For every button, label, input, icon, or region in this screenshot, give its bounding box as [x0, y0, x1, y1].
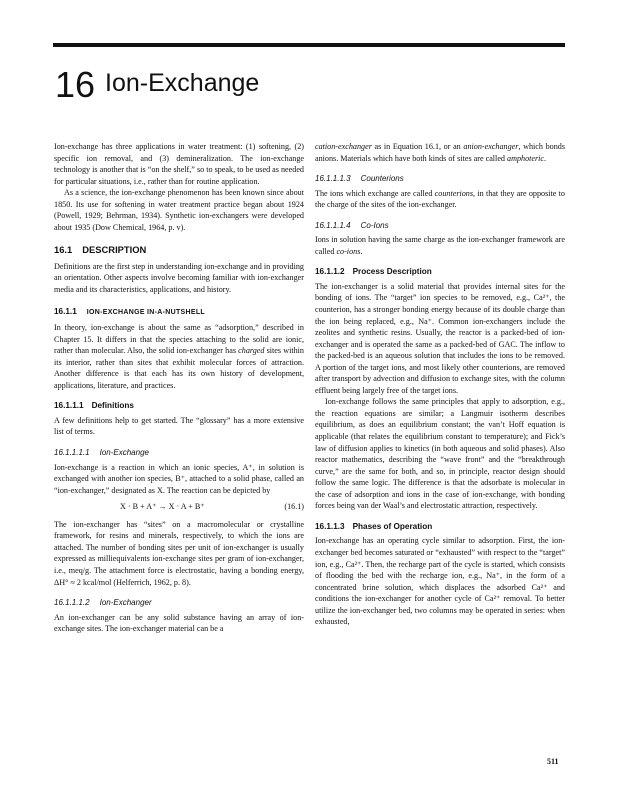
section-heading-16-1-1-3: 16.1.1.3 Phases of Operation: [315, 521, 433, 531]
paragraph: Ion-exchange has an operating cycle similar to adsorption. First, the ion-exchanger bed becomes saturated or “exhausted” with respect to the “target” ion, e.g., Ca²⁺. Then, the recharge part of the cycle is started, which consists of flooding the bed with the recharge ion, e.g., Na⁺, in the form of a concentrated brine solution, which displaces the adsorbed Ca²⁺ and conditions the ion-exchanger for another cycle of Ca²⁺ removal. To better utilize the ion-exchanger bed, two columns may be operated in series: when exhausted,: [315, 536, 565, 627]
paragraph: Ion-exchange is a reaction in which an ionic species, A⁺, in solution is exchanged with another ion species, B⁺, attached to a solid phase, called an “ion-exchanger,” designated as X. The reaction can be depicted by: [54, 462, 304, 495]
section-heading-16-1-1-2: 16.1.1.2 Process Description: [315, 267, 432, 277]
equation-number: (16.1): [284, 502, 304, 512]
page-number: 511: [547, 757, 559, 766]
equation-expression: X · B + A⁺ → X · A + B⁺: [120, 502, 205, 512]
section-heading-16-1-1-1-4: 16.1.1.1.4 Co-Ions: [315, 220, 389, 230]
section-heading-16-1-1-1-1: 16.1.1.1.1 Ion-Exchange: [54, 448, 149, 458]
paragraph: Ions in solution having the same charge as the ion-exchanger framework are called co-ions.: [315, 235, 565, 256]
section-heading-16-1-1-1-3: 16.1.1.1.3 Counterions: [315, 174, 404, 184]
paragraph: An ion-exchanger can be any solid substance having an array of ion-exchange sites. The ion-exchanger material can be a: [54, 612, 304, 634]
chapter-top-rule: [53, 43, 565, 47]
chapter-heading: [55, 64, 259, 106]
chapter-title: Ion-Exchange: [105, 69, 260, 97]
paragraph: The ion-exchanger has “sites” on a macromolecular or crystalline framework, for resins and minerals, respectively, to which the ions are attached. The number of bonding sites per unit of ion-exchanger is usually expressed as milliequivalents ion-exchange sites per gram of ion-exchanger, i.e., meq/g. The attachment force is electrostatic, having a bonding energy, ΔH° ≈ 2 kcal/mol (Helferrich, 1962, p. 8).: [54, 519, 304, 587]
section-heading-16-1-1-1: 16.1.1.1 Definitions: [54, 401, 134, 411]
paragraph: cation-exchanger as in Equation 16.1, or an anion-exchanger, which bonds anions. Materials which have both kinds of sites are called amphoteric.: [315, 142, 565, 163]
paragraph: Ion-exchange has three applications in water treatment: (1) softening, (2) specific ion removal, and (3) demineralization. The ion-exchange technology is another that is “on the shelf,” so to speak, to be used as needed for particular situations, i.e., rather than for routine application.: [54, 142, 304, 186]
right-column: [315, 141, 565, 628]
paragraph: Ion-exchange follows the same principles that apply to adsorption, e.g., the reaction equations are similar; a Langmuir isotherm describes equilibrium, as does an equilibrium constant; the van’t Hoff equation is applicable (that relates the equilibrium constant to temperature); and Fick’s law of diffusion applies to kinetics (in both aqueous and solid phases). Also reactor mathematics, describing the “wave front” and the “breakthrough curve,” are the same for both, and so, in principle, reactor design should follow the same logic. The difference is that the adsorbate is molecular in the case of adsorption and ions in the case of ion-exchange, with bonding forces being van der Waal’s and electrostatic attraction, respectively.: [315, 397, 565, 511]
paragraph: The ion-exchanger is a solid material that provides internal sites for the bonding of ions. The “target” ion species to be removed, e.g., Ca²⁺, the counterion, has a stronger bonding energy because of its double charge than the ion being replaced, e.g., Na⁺. Common ion-exchangers include the zeolites and synthetic resins. Usually, the reactor is a packed-bed of ion-exchanger and is operated the same as a packed-bed of GAC. The inflow to the packed-bed is an aqueous solution that includes the ions to be removed. A portion of the target ions, and most likely other counterions, are removed after transport by advection and diffusion to exchange sites, with the column effluent being largely free of the target ions.: [315, 281, 565, 395]
paragraph: As a science, the ion-exchange phenomenon has been known since about 1850. Its use for softening in water treatment practice began about 1924 (Powell, 1929; Behrman, 1934). Synthetic ion-exchangers were developed about 1935 (Dow Chemical, 1964, p. v).: [54, 188, 304, 232]
paragraph: In theory, ion-exchange is about the same as “adsorption,” described in Chapter 15. It differs in that the species attaching to the solid are ionic, rather than molecular. Also, the solid ion-exchanger has charged sites within its interior, rather than sites that exhibit molecular forces of attraction. Another difference is that each has its own history of development, applications, literature, and practices.: [54, 323, 304, 390]
equation-16-1: [54, 501, 304, 513]
paragraph: A few definitions help to get started. The “glossary” has a more extensive list of terms.: [54, 415, 304, 437]
section-heading-16-1-1: 16.1.1 ION-EXCHANGE IN-A-NUTSHELL: [54, 306, 206, 316]
paragraph: The ions which exchange are called counterions, in that they are opposite to the charge of the sites of the ion-exchanger.: [315, 188, 565, 210]
left-column: [54, 141, 304, 635]
section-heading-16-1-1-1-2: 16.1.1.1.2 Ion-Exchanger: [54, 598, 152, 608]
chapter-number: 16: [55, 64, 96, 105]
section-heading-16-1: 16.1 DESCRIPTION: [54, 244, 147, 256]
paragraph: Definitions are the first step in understanding ion-exchange and in providing an orientation. Other aspects involve becoming familiar with ion-exchanger media and its characteristics, applications, and history.: [54, 261, 304, 295]
